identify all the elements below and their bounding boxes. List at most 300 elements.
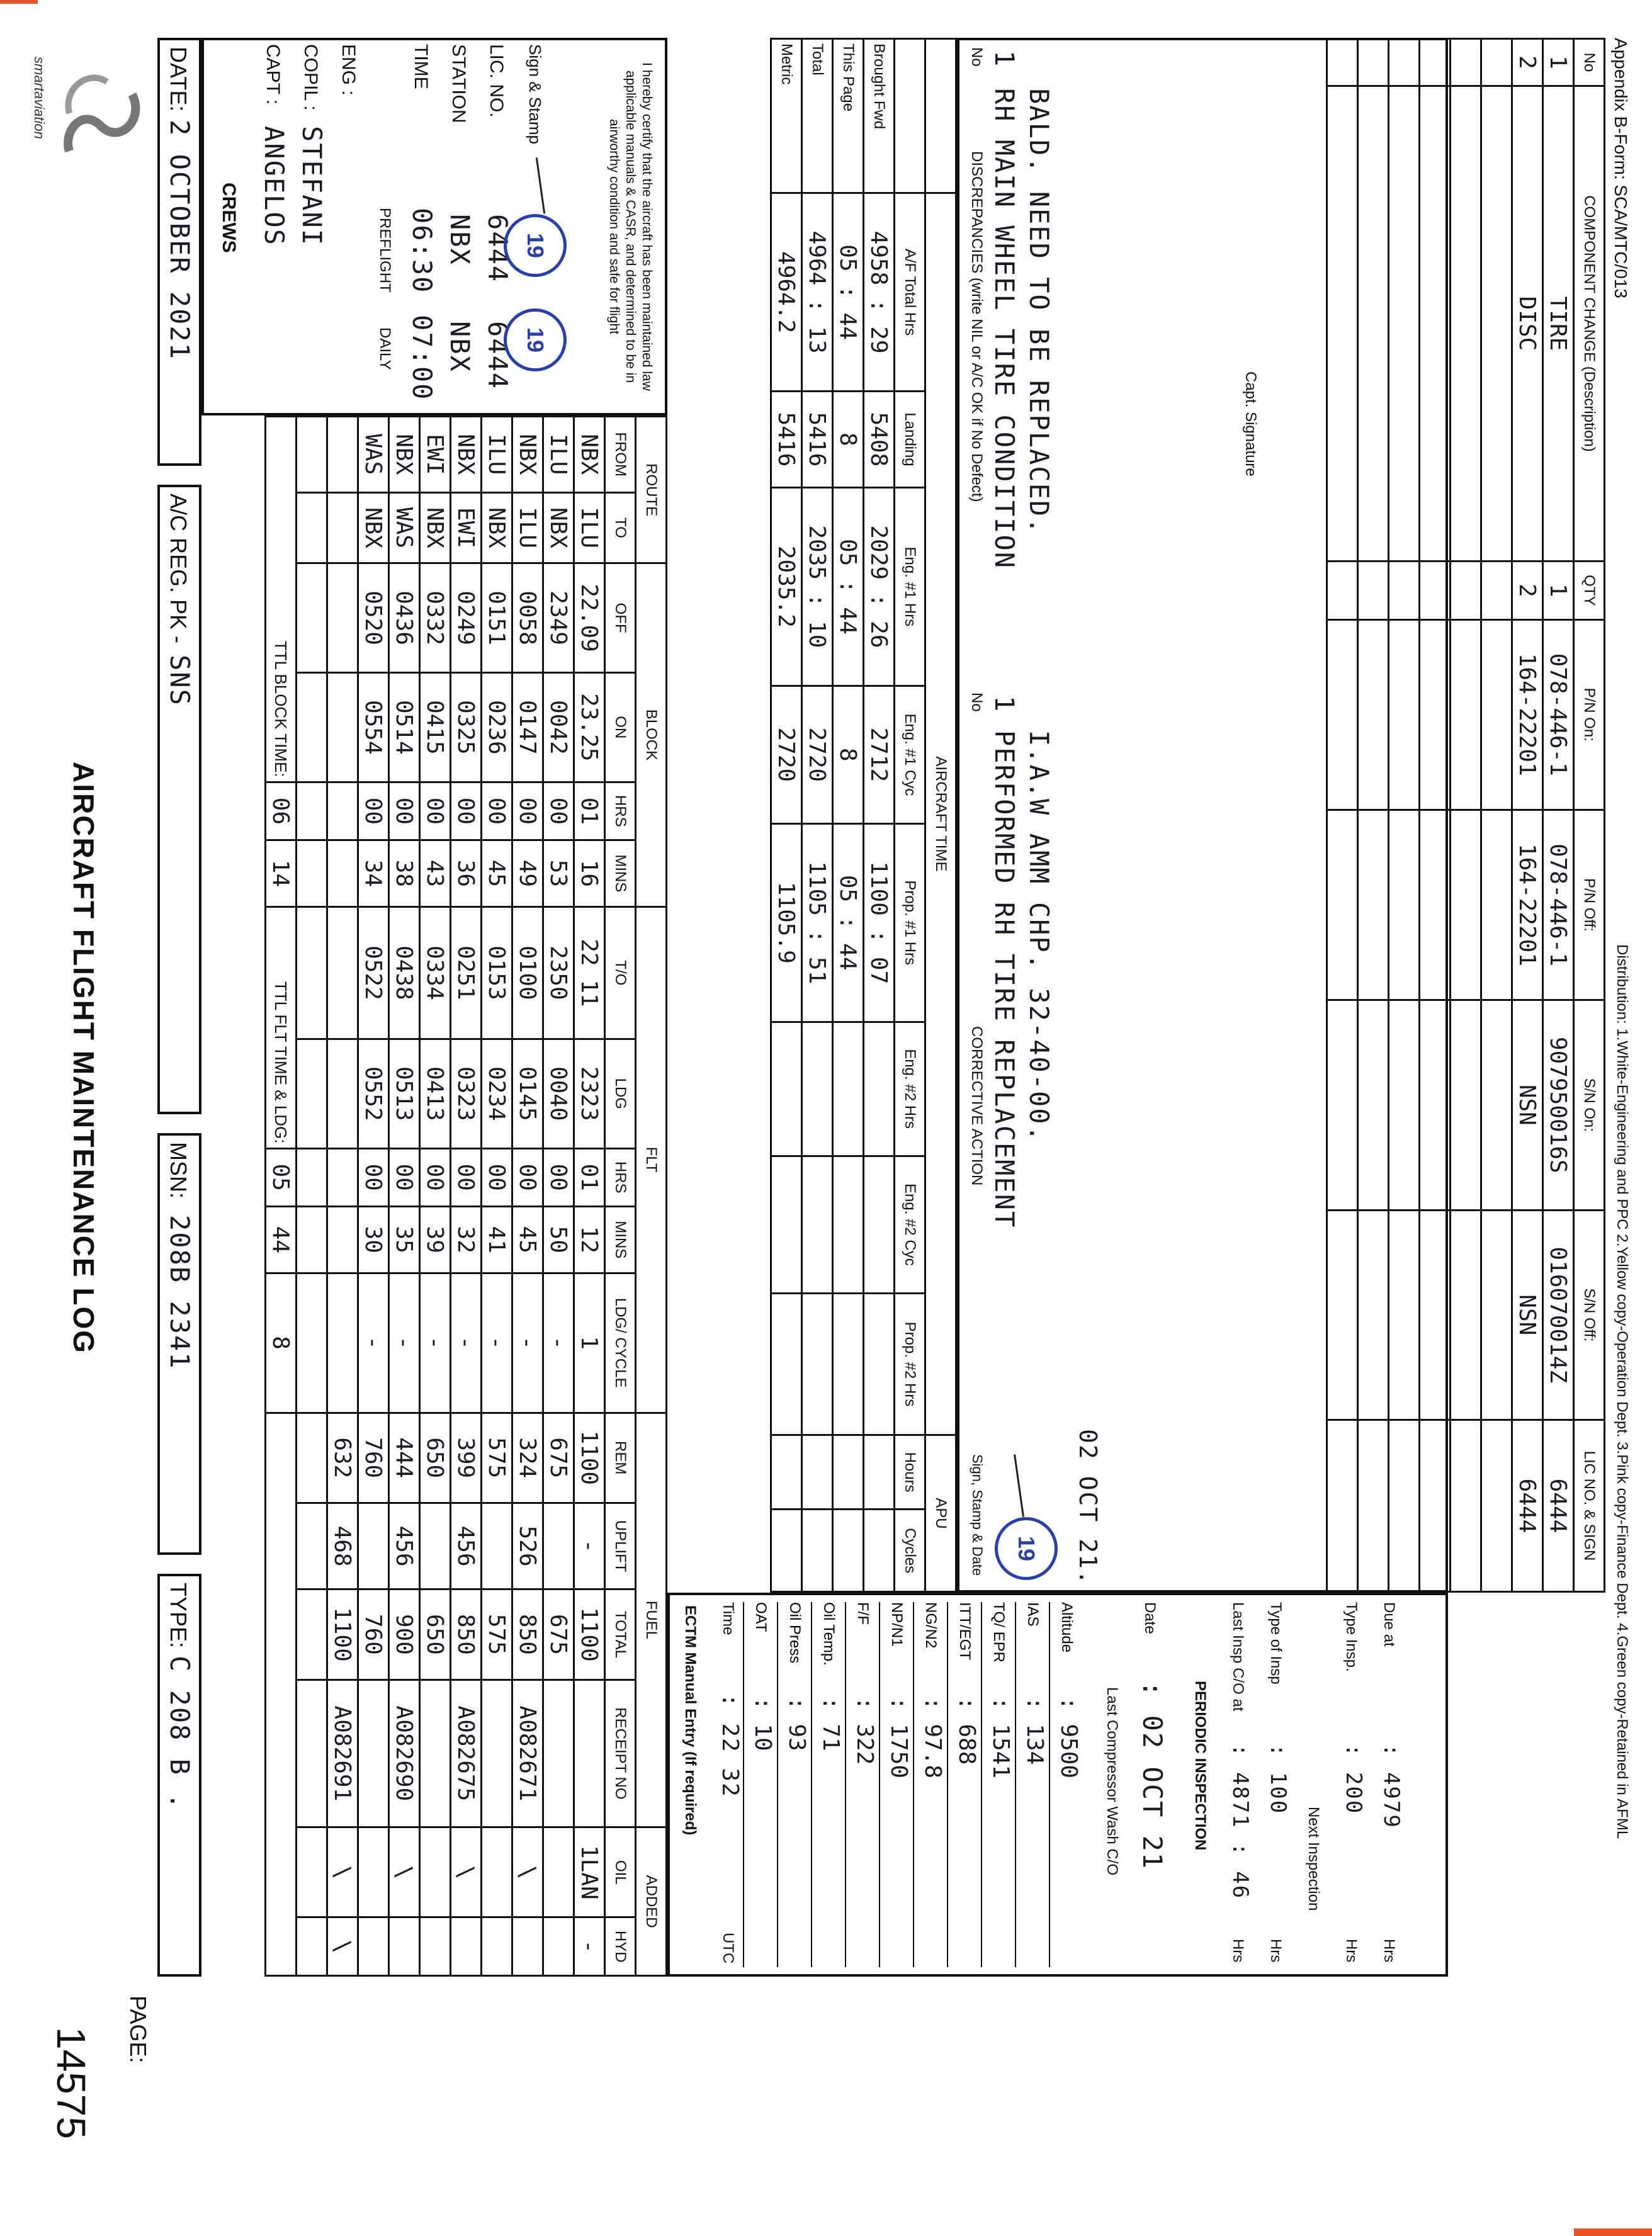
ectm-value: : 322 <box>852 1697 878 1765</box>
empty-cell <box>1358 562 1389 620</box>
flight-cell: EWI <box>451 492 482 563</box>
time-preflight: 06:30 <box>407 208 438 294</box>
flight-cell: - <box>420 1273 451 1413</box>
flight-cell: - <box>389 1273 420 1413</box>
component-cell: 164-22201 <box>1512 810 1543 1000</box>
time-cell: 8 <box>833 392 864 488</box>
flight-cell: NBX <box>451 417 482 493</box>
flight-cell: 760 <box>358 1589 389 1680</box>
time-cell: 2035.2 <box>771 487 802 686</box>
component-cell: 6444 <box>1543 1420 1574 1592</box>
empty-cell <box>1327 619 1358 810</box>
flight-cell: NBX <box>574 417 605 493</box>
lic-label: LIC. NO. <box>486 44 507 118</box>
flight-cell <box>358 1827 389 1917</box>
table-row <box>864 39 895 1592</box>
flight-cell: 12 <box>574 1206 605 1273</box>
flight-cell: 00 <box>482 1148 512 1206</box>
ectm-row <box>981 1602 1015 1967</box>
date-label: DATE: <box>166 47 191 112</box>
time-cell: 5408 <box>864 392 895 488</box>
time-cell <box>864 1022 895 1156</box>
flight-cell: 00 <box>420 1148 451 1206</box>
compressor-label: Last Compressor Wash C/O <box>1104 1687 1121 1876</box>
time-cell <box>833 1156 864 1294</box>
capt-signature-label: Capt. Signature <box>1242 371 1259 477</box>
time-row-label: This Page <box>833 39 864 193</box>
empty-cell <box>1451 1210 1481 1420</box>
time-cell: 2035 : 10 <box>802 487 833 686</box>
flight-cell: 632 <box>327 1413 358 1503</box>
compressor-date-value: : 02 OCT 21 <box>1137 1681 1168 1870</box>
flight-cell: 675 <box>543 1413 574 1503</box>
type-of-insp-value: : 100 <box>1265 1744 1291 1815</box>
time-cell <box>833 1294 864 1435</box>
flight-cell <box>327 782 358 840</box>
ttl-ldg: 8 <box>266 1273 297 1413</box>
flight-cell <box>297 1148 327 1206</box>
flight-cell <box>327 563 358 673</box>
flight-cell: 00 <box>389 782 420 840</box>
compressor-date-label: Date <box>1141 1602 1158 1634</box>
flight-cell <box>297 1206 327 1273</box>
flight-cell: 45 <box>512 1206 543 1273</box>
empty-cell <box>1389 1210 1420 1420</box>
component-cell: NSN <box>1512 1000 1543 1210</box>
totals-fill <box>266 1413 297 1975</box>
table-row <box>482 417 512 1976</box>
flight-cell: 444 <box>389 1413 420 1503</box>
flight-cell: \ <box>451 1827 482 1917</box>
flight-cell: 38 <box>389 840 420 907</box>
time-cell: 5416 <box>802 392 833 488</box>
empty-cell <box>1420 619 1451 810</box>
time-cell: 05 : 44 <box>833 193 864 392</box>
flight-cell: 00 <box>543 1148 574 1206</box>
engineer-stamp: 19 <box>995 1517 1058 1580</box>
ectm-row <box>845 1602 879 1967</box>
empty-cell <box>1481 562 1512 620</box>
ectm-rows <box>743 1593 1083 1977</box>
flight-cell: 00 <box>451 1148 482 1206</box>
component-change-table <box>1326 38 1605 1593</box>
time-cell: 4958 : 29 <box>864 193 895 392</box>
time-rows <box>771 39 895 1592</box>
flight-cell: 0249 <box>451 563 482 673</box>
time-cell: 2712 <box>864 686 895 824</box>
flight-cell: 324 <box>512 1413 543 1503</box>
flight-cell: 43 <box>420 840 451 907</box>
empty-cell <box>1389 810 1420 1000</box>
flights-header-row <box>605 417 636 1976</box>
empty-row <box>1327 39 1358 1592</box>
component-cell: 1 <box>1543 39 1574 86</box>
apu-heading: APU <box>925 1435 956 1591</box>
flight-cell: 850 <box>451 1589 482 1680</box>
empty-cell <box>1481 1420 1512 1592</box>
ttl-block-hrs: 06 <box>266 782 297 840</box>
station-daily: NBX <box>444 321 475 373</box>
col-header: Cycles <box>895 1510 925 1592</box>
flight-cell: ILU <box>574 492 605 563</box>
ectm-label: TQ/ EPR <box>990 1602 1007 1663</box>
empty-cell <box>1451 562 1481 620</box>
sign-date: 02 OCT 21. <box>1074 1429 1102 1586</box>
next-inspection-label: Next Inspection <box>1305 1807 1322 1911</box>
empty-cell <box>1481 86 1512 562</box>
empty-cell <box>1389 39 1420 86</box>
ectm-value: : 1541 <box>988 1697 1014 1779</box>
flight-cell <box>327 1148 358 1206</box>
flight-cell: 0234 <box>482 1039 512 1148</box>
table-row <box>420 417 451 1976</box>
reg-label: A/C REG. PK - <box>166 494 191 644</box>
flight-cell <box>327 1206 358 1273</box>
eng-label: ENG : <box>338 44 359 96</box>
empty-cell <box>1327 810 1358 1000</box>
flight-cell <box>543 1917 574 1976</box>
fuel-heading: FUEL <box>636 1413 667 1827</box>
aircraft-time-table <box>770 38 957 1593</box>
flight-cell: 0151 <box>482 563 512 673</box>
time-cell <box>833 1022 864 1156</box>
flight-cell: \ <box>512 1827 543 1917</box>
ectm-row <box>879 1602 913 1967</box>
copil-value: STEFANI <box>297 126 327 247</box>
empty-cell <box>1420 1210 1451 1420</box>
flight-cell: 00 <box>543 782 574 840</box>
flight-cell: 00 <box>482 782 512 840</box>
empty-cell <box>1358 39 1389 86</box>
col-header: MINS <box>605 840 636 907</box>
flight-cell: 0100 <box>512 906 543 1039</box>
ectm-value: : 1750 <box>886 1697 912 1779</box>
flight-cell: - <box>574 1503 605 1589</box>
date-value: 2 OCTOBER 2021 <box>164 120 195 361</box>
inspector-stamp: 19 <box>504 214 567 277</box>
flight-cell <box>327 492 358 563</box>
empty-cell <box>1481 810 1512 1000</box>
flight-cell <box>327 1273 358 1413</box>
flight-cell: 00 <box>420 782 451 840</box>
flight-cell: 0413 <box>420 1039 451 1148</box>
col-header: FROM <box>605 417 636 493</box>
flight-cell <box>389 1917 420 1976</box>
added-heading: ADDED <box>636 1827 667 1976</box>
time-cell: 8 <box>833 686 864 824</box>
time-cell: 2720 <box>802 686 833 824</box>
flight-cell: 0554 <box>358 672 389 782</box>
flight-cell: 49 <box>512 840 543 907</box>
component-cell: 016070014Z <box>1543 1210 1574 1420</box>
table-row <box>389 417 420 1976</box>
flight-cell: 0514 <box>389 672 420 782</box>
corrective-no-label: No <box>968 692 985 712</box>
col-header: RECEIPT NO <box>605 1680 636 1827</box>
flight-cell <box>420 1503 451 1589</box>
col-header: OFF <box>605 563 636 673</box>
time-cell: 4964 : 13 <box>802 193 833 392</box>
empty-cell <box>1327 39 1358 86</box>
logo-mark-icon <box>50 57 145 164</box>
component-cell: 907950016S <box>1543 1000 1574 1210</box>
empty-row <box>1389 39 1420 1592</box>
flight-cell: 0251 <box>451 906 482 1039</box>
ectm-heading: ECTM Manual Entry (If required) <box>682 1605 699 1836</box>
empty-cell <box>1389 1420 1420 1592</box>
ectm-label: NP/N1 <box>888 1602 905 1647</box>
empty-row <box>1451 39 1481 1592</box>
ectm-label: OAT <box>752 1602 769 1632</box>
periodic-heading: PERIODIC INSPECTION <box>1192 1681 1209 1851</box>
table-row <box>543 417 574 1976</box>
flight-cell: ILU <box>543 417 574 493</box>
col-header: S/N On: <box>1574 1000 1605 1210</box>
time-label: TIME <box>410 44 431 89</box>
flight-cell: 50 <box>543 1206 574 1273</box>
flight-cell <box>327 840 358 907</box>
flight-cell <box>297 1680 327 1827</box>
block-heading: BLOCK <box>636 563 667 906</box>
flight-cell: - <box>574 1917 605 1976</box>
empty-row <box>1481 39 1512 1592</box>
col-header: LIC NO. & SIGN <box>1574 1420 1605 1592</box>
empty-cell <box>1420 39 1451 86</box>
inspector-stamp-2: 19 <box>504 308 567 371</box>
flight-cell <box>297 1413 327 1503</box>
msn-value: 208B 2341 <box>164 1215 195 1370</box>
component-header-row <box>1574 39 1605 1592</box>
component-cell: 1 <box>1543 562 1574 620</box>
flight-cell <box>327 1039 358 1148</box>
time-cell: 1100 : 07 <box>864 823 895 1022</box>
flight-cell: NBX <box>482 492 512 563</box>
flight-cell: 36 <box>451 840 482 907</box>
empty-cell <box>1327 562 1358 620</box>
ectm-label: Oil Press <box>786 1602 803 1664</box>
time-cell: 05 : 44 <box>833 823 864 1022</box>
empty-cell <box>1358 1420 1389 1592</box>
ectm-label: IAS <box>1024 1602 1041 1627</box>
component-cell: 2 <box>1512 562 1543 620</box>
ectm-time-value: : 22 32 <box>717 1693 743 1798</box>
flight-cell: \ <box>327 1827 358 1917</box>
flight-cell <box>297 1589 327 1680</box>
table-row <box>512 417 543 1976</box>
flight-cell <box>543 1827 574 1917</box>
table-row <box>451 417 482 1976</box>
flight-cell: 00 <box>358 1148 389 1206</box>
time-cell <box>802 1435 833 1510</box>
flight-cell: 526 <box>512 1503 543 1589</box>
table-row <box>771 39 802 1592</box>
flight-cell: 900 <box>389 1589 420 1680</box>
due-value: : 4979 <box>1379 1744 1404 1829</box>
col-header: HRS <box>605 782 636 840</box>
table-row <box>833 39 864 1592</box>
col-header: P/N Off: <box>1574 810 1605 1000</box>
flight-cell <box>327 906 358 1039</box>
time-cell <box>833 1435 864 1510</box>
certify-text: I hereby certify that the aircraft has been maintained law applicable manuals & CASR, and determined to be in airworthy condition and safe for flight <box>607 62 654 391</box>
copil-label: COPIL : <box>300 44 321 111</box>
time-daily: 07:00 <box>407 315 438 401</box>
flight-cell: 456 <box>451 1503 482 1589</box>
flight-cell <box>297 906 327 1039</box>
flight-cell: 45 <box>482 840 512 907</box>
flight-cell: 01 <box>574 1148 605 1206</box>
flight-cell <box>358 1680 389 1827</box>
empty-cell <box>1358 810 1389 1000</box>
ectm-label: Altitude <box>1058 1602 1075 1653</box>
discrepancy-line-2: BALD. NEED TO BE REPLACED. <box>1024 88 1055 535</box>
type-insp-value: : 200 <box>1341 1744 1366 1815</box>
empty-cell <box>1389 619 1420 810</box>
flight-cell <box>482 1827 512 1917</box>
table-row <box>574 417 605 1976</box>
flight-cell <box>420 1680 451 1827</box>
time-cell: 4964.2 <box>771 193 802 392</box>
col-header: COMPONENT CHANGE (Description) <box>1574 86 1605 562</box>
ectm-row <box>947 1602 981 1967</box>
flight-cell: A082675 <box>451 1680 482 1827</box>
empty-cell <box>1420 1000 1451 1210</box>
daily-label: DAILY <box>376 327 393 370</box>
last-insp-label: Last Insp C/O at <box>1230 1602 1247 1712</box>
flight-cell <box>358 1503 389 1589</box>
empty-cell <box>1327 86 1358 562</box>
page-label: PAGE: <box>125 1996 151 2064</box>
time-cell: 2720 <box>771 686 802 824</box>
empty-cell <box>1420 1420 1451 1592</box>
time-row-label: Metric <box>771 39 802 193</box>
flight-cell <box>297 840 327 907</box>
flight-cell: NBX <box>512 417 543 493</box>
table-row <box>358 417 389 1976</box>
ectm-row <box>1015 1602 1049 1967</box>
empty-cell <box>1481 1000 1512 1210</box>
component-cell: 164-22201 <box>1512 619 1543 810</box>
flight-cell <box>327 417 358 493</box>
flight-cell: 16 <box>574 840 605 907</box>
flight-cell: \ <box>327 1917 358 1976</box>
time-cell <box>802 1294 833 1435</box>
empty-cell <box>1420 86 1451 562</box>
flight-cell: 1LAN <box>574 1827 605 1917</box>
flight-cell: 1100 <box>574 1589 605 1680</box>
flight-cell <box>297 1273 327 1413</box>
flight-cell: 468 <box>327 1503 358 1589</box>
flight-cell: 1100 <box>327 1589 358 1680</box>
flight-cell: 0552 <box>358 1039 389 1148</box>
time-cell: 1105 : 51 <box>802 823 833 1022</box>
component-cell: 2 <box>1512 39 1543 86</box>
flight-cell: 22 11 <box>574 906 605 1039</box>
empty-cell <box>1451 1000 1481 1210</box>
flight-cell <box>297 1039 327 1148</box>
logo-text: smartaviation <box>31 57 47 139</box>
flight-cell: \ <box>389 1827 420 1917</box>
empty-cell <box>1451 1420 1481 1592</box>
flight-cell: - <box>543 1273 574 1413</box>
flight-cell: A082691 <box>327 1680 358 1827</box>
flight-cell: 0522 <box>358 906 389 1039</box>
flight-cell: 0332 <box>420 563 451 673</box>
flight-cell: 0520 <box>358 563 389 673</box>
empty-cell <box>1389 86 1420 562</box>
flight-cell: 2350 <box>543 906 574 1039</box>
time-row-label: Brought Fwd <box>864 39 895 193</box>
paper-edge-top <box>0 0 38 4</box>
flight-cell: - <box>358 1273 389 1413</box>
ectm-value: : 71 <box>818 1697 844 1751</box>
empty-cell <box>1358 86 1389 562</box>
empty-cell <box>1358 619 1389 810</box>
flight-cell: 0040 <box>543 1039 574 1148</box>
reg-value: SNS <box>164 655 195 706</box>
flight-cell <box>297 563 327 673</box>
flight-cell: 0415 <box>420 672 451 782</box>
flight-cell <box>297 1503 327 1589</box>
empty-cell <box>1327 1000 1358 1210</box>
type-of-insp-label: Type of Insp <box>1267 1602 1284 1685</box>
flight-cell <box>482 1680 512 1827</box>
time-cell <box>864 1294 895 1435</box>
empty-cell <box>1451 619 1481 810</box>
col-header: A/F Total Hrs <box>895 193 925 392</box>
component-cell: DISC <box>1512 86 1543 562</box>
time-cell <box>864 1435 895 1510</box>
ectm-value: : 688 <box>954 1697 980 1765</box>
log-number: 14575 <box>48 2027 94 2139</box>
corrective-heading: CORRECTIVE ACTION <box>968 1026 985 1186</box>
col-header: Eng. #2 Hrs <box>895 1022 925 1156</box>
flight-cell: 0334 <box>420 906 451 1039</box>
col-header: S/N Off: <box>1574 1210 1605 1420</box>
flight-cell: 650 <box>420 1589 451 1680</box>
flight-cell: 0513 <box>389 1039 420 1148</box>
type-label: TYPE: <box>166 1583 191 1649</box>
time-cell: 5416 <box>771 392 802 488</box>
ectm-value: : 10 <box>750 1697 776 1751</box>
flight-cell <box>420 1917 451 1976</box>
empty-row <box>1420 39 1451 1592</box>
flight-cell: 0147 <box>512 672 543 782</box>
crews-heading: CREWS <box>218 183 239 253</box>
flight-cell: 0145 <box>512 1039 543 1148</box>
col-header: LDG <box>605 1039 636 1148</box>
flight-cell: 575 <box>482 1413 512 1503</box>
distribution-note: Distribution: 1.White-Engineering and PPC 2.Yellow copy-Operation Dept. 3.Pink copy-Finance Dept. 4.Green copy-Retained in AFML <box>1614 944 1631 1839</box>
flight-cell: A082671 <box>512 1680 543 1827</box>
ttl-block-mins: 14 <box>266 840 297 907</box>
station-label: STATION <box>448 44 469 123</box>
time-cell <box>802 1510 833 1592</box>
col-header: TOTAL <box>605 1589 636 1680</box>
flight-cell <box>574 1680 605 1827</box>
empty-cell <box>1420 562 1451 620</box>
col-header: Hours <box>895 1435 925 1510</box>
flight-cell <box>297 417 327 493</box>
ectm-row <box>1049 1602 1083 1967</box>
due-label: Due at <box>1381 1602 1398 1647</box>
flight-cell: 850 <box>512 1589 543 1680</box>
flight-cell: 41 <box>482 1206 512 1273</box>
component-cell: TIRE <box>1543 86 1574 562</box>
col-header: P/N On: <box>1574 619 1605 810</box>
flight-cell: 760 <box>358 1413 389 1503</box>
col-header: HRS <box>605 1148 636 1206</box>
